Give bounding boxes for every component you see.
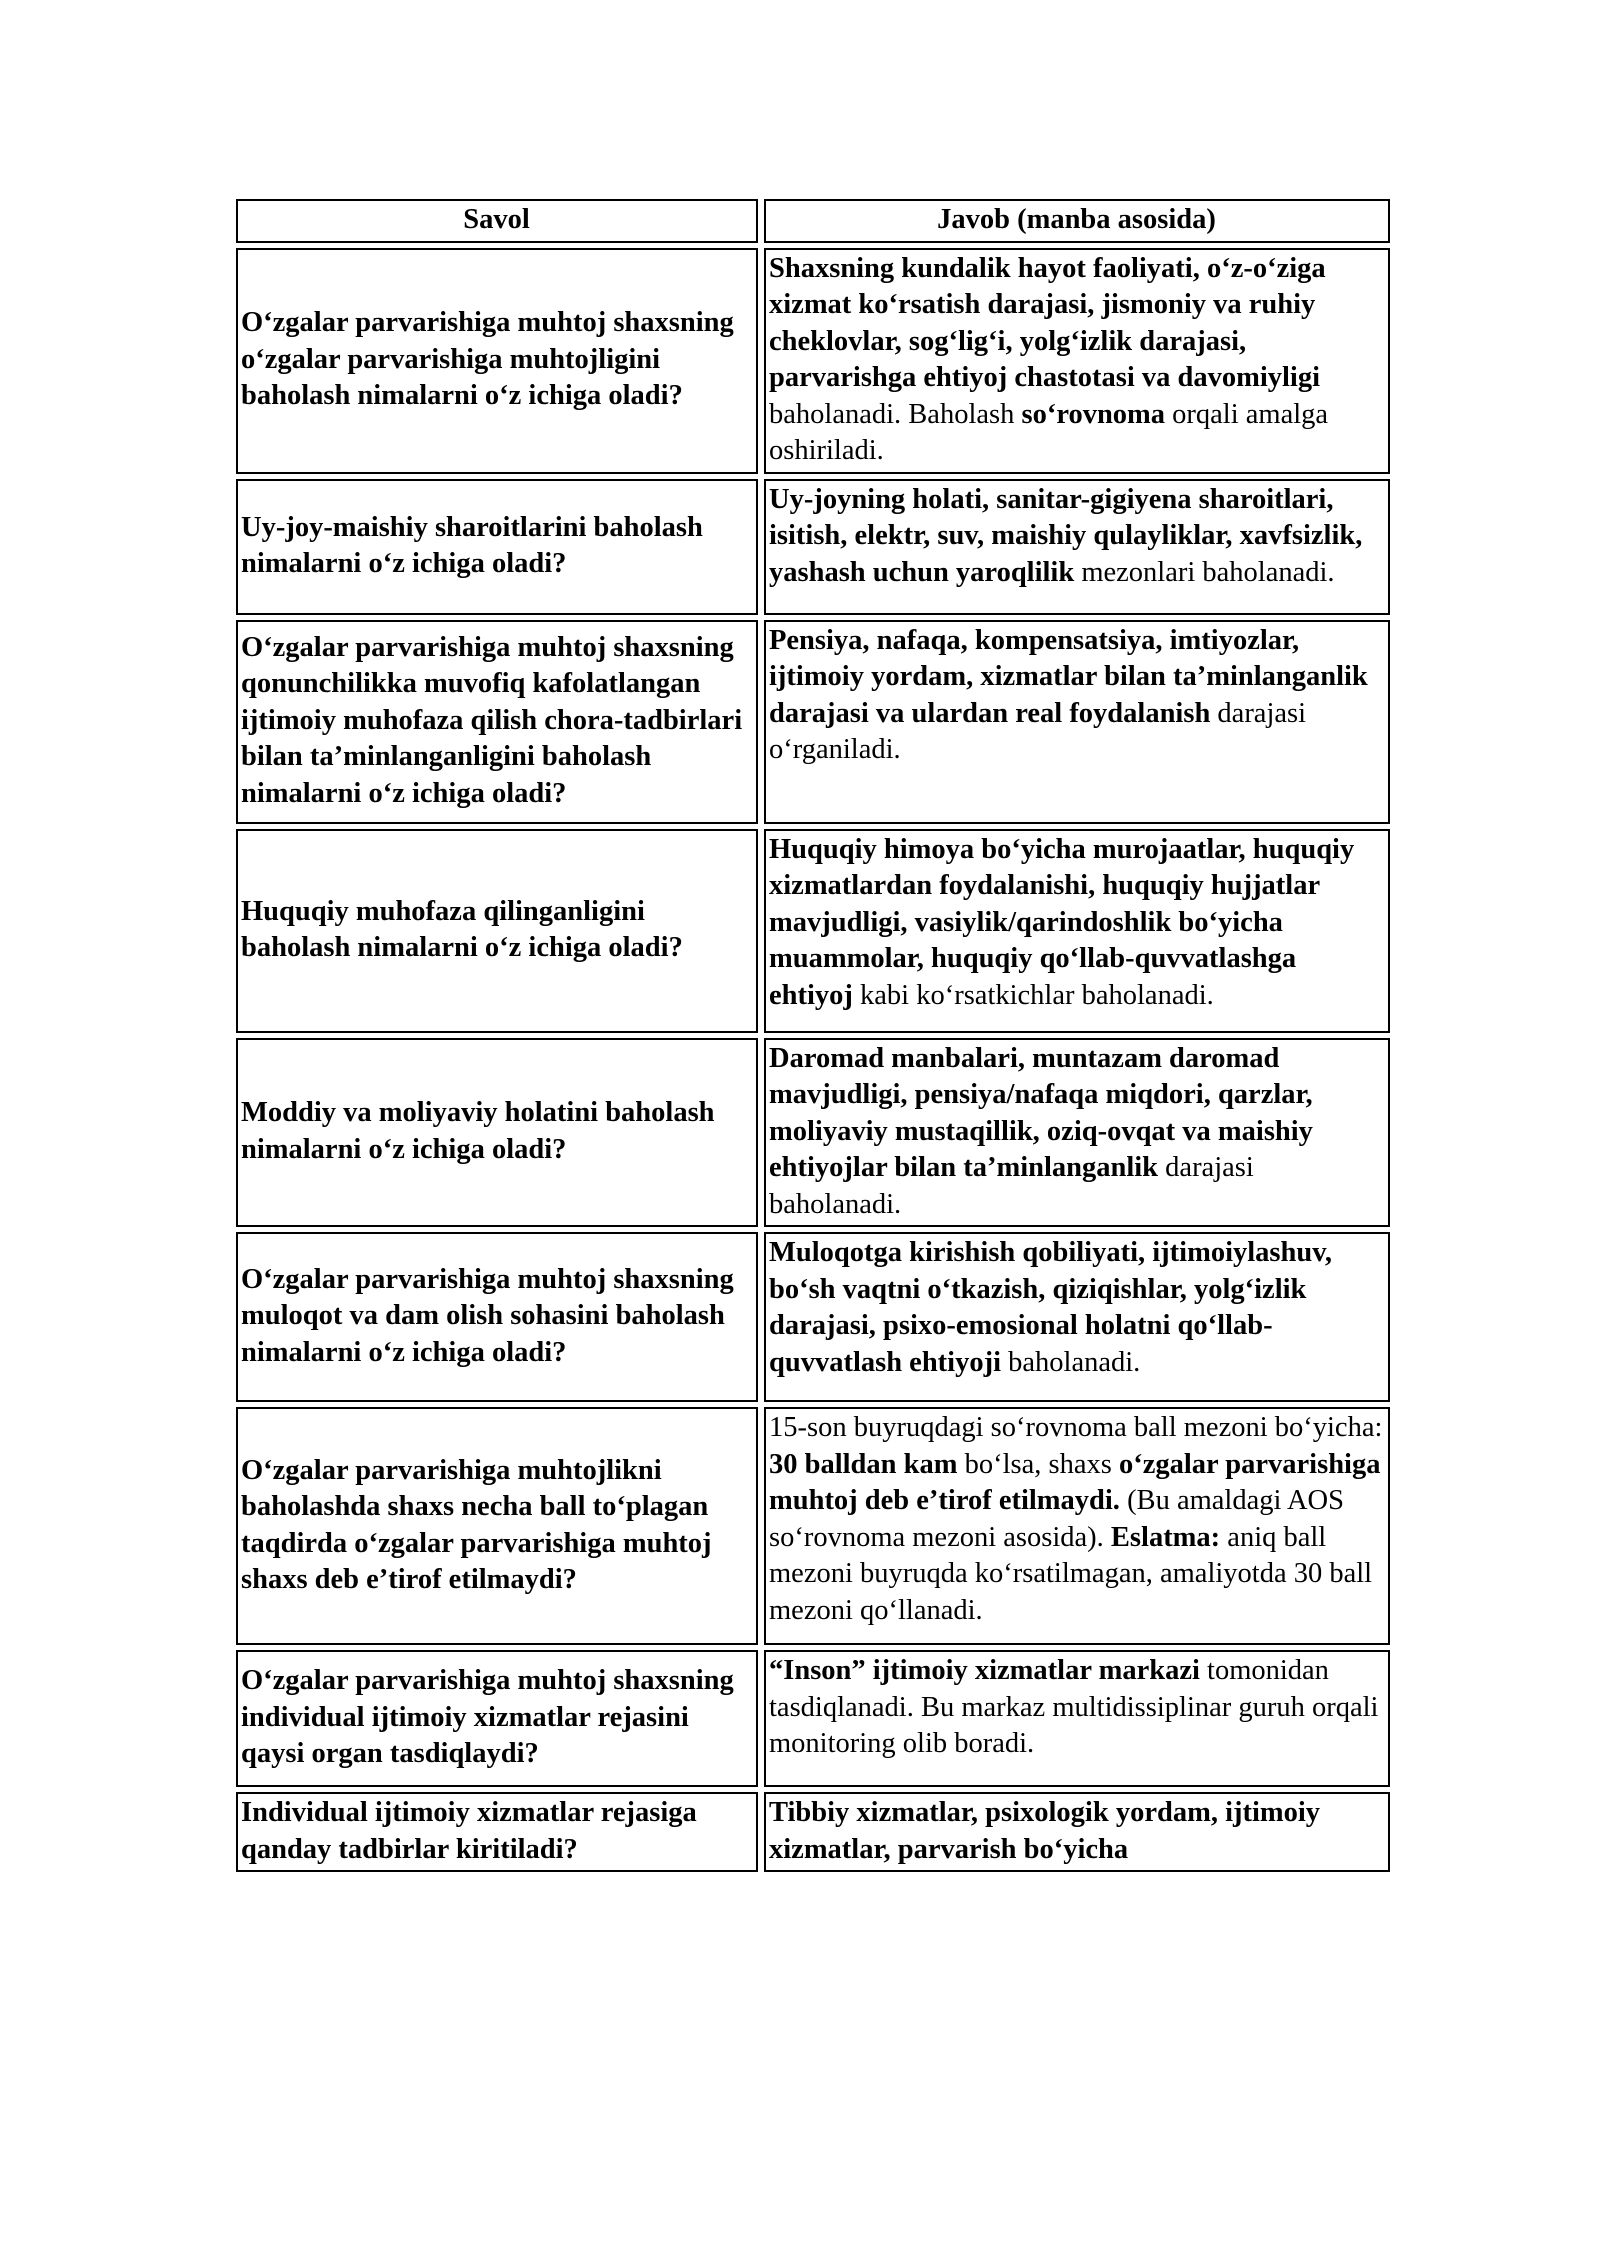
- question-cell: Individual ijtimoiy xizmatlar rejasiga qanday tadbirlar kiritiladi?: [236, 1792, 758, 1872]
- answer-bold-text: o‘zgalar parvarishiga muhtoj deb e’tirof etilmaydi.: [769, 1448, 1381, 1516]
- answer-text: (Bu amaldagi AOS so‘rovnoma mezoni asosida).: [769, 1485, 1344, 1553]
- answer-text: orqali amalga oshiriladi.: [769, 398, 1329, 466]
- answer-cell: [764, 1038, 1390, 1228]
- answer-bold-text: Uy-joyning holati, sanitar-gigiyena sharoitlari, isitish, elektr, suv, maishiy qulayliklar, xavfsizlik, yashash uchun yaroqlilik: [769, 483, 1363, 588]
- question-cell: O‘zgalar parvarishiga muhtoj shaxsning muloqot va dam olish sohasini baholash nimalarni o‘z ichiga oladi?: [236, 1232, 758, 1402]
- question-cell: Moddiy va moliyaviy holatini baholash nimalarni o‘z ichiga oladi?: [236, 1038, 758, 1228]
- question-cell: O‘zgalar parvarishiga muhtojlikni baholashda shaxs necha ball to‘plagan taqdirda o‘zgalar parvarishiga muhtoj shaxs deb e’tirof etilmaydi?: [236, 1407, 758, 1645]
- answer-bold-text: Eslatma:: [1110, 1521, 1221, 1553]
- answer-bold-text: Daromad manbalari, muntazam daromad mavjudligi, pensiya/nafaqa miqdori, qarzlar, moliyaviy mustaqillik, oziq-ovqat va maishiy ehtiyojlar bilan ta’minlanganlik: [769, 1042, 1313, 1183]
- answer-bold-text: “Inson” ijtimoiy xizmatlar markazi: [769, 1655, 1200, 1686]
- table-row: [236, 1232, 1390, 1402]
- answer-bold-text: Tibbiy xizmatlar, psixologik yordam, ijtimoiy xizmatlar, parvarish bo‘yicha: [769, 1797, 1321, 1865]
- header-answer: Javob (manba asosida): [764, 199, 1390, 243]
- question-cell: Huquqiy muhofaza qilinganligini baholash nimalarni o‘z ichiga oladi?: [236, 829, 758, 1033]
- answer-cell: [764, 620, 1390, 824]
- answer-text: darajasi baholanadi.: [769, 1152, 1254, 1220]
- answer-text: aniq ball mezoni buyruqda ko‘rsatilmagan, amaliyotda 30 ball mezoni qo‘llanadi.: [769, 1521, 1373, 1626]
- answer-cell: [764, 1232, 1390, 1402]
- table-row: [236, 1407, 1390, 1645]
- qa-table: [230, 194, 1396, 1877]
- table-row: [236, 248, 1390, 474]
- table-row: [236, 829, 1390, 1033]
- question-cell: Uy-joy-maishiy sharoitlarini baholash nimalarni o‘z ichiga oladi?: [236, 479, 758, 615]
- answer-text: kabi ko‘rsatkichlar baholanadi.: [852, 979, 1214, 1011]
- answer-cell: [764, 479, 1390, 615]
- answer-bold-text: Muloqotga kirishish qobiliyati, ijtimoiylashuv, bo‘sh vaqtni o‘tkazish, qiziqishlar, yolg‘izlik darajasi, psixo-emosional holatni qo‘llab-quvvatlash ehtiyoji: [769, 1237, 1333, 1378]
- table-header-row: [236, 199, 1390, 243]
- question-cell: O‘zgalar parvarishiga muhtoj shaxsning qonunchilikka muvofiq kafolatlangan ijtimoiy muhofaza qilish chora-tadbirlari bilan ta’minlanganligini baholash nimalarni o‘z ichiga oladi?: [236, 620, 758, 824]
- answer-cell: [764, 248, 1390, 474]
- answer-cell: [764, 1407, 1390, 1645]
- answer-text: mezonlari baholanadi.: [1074, 556, 1335, 588]
- table-body: [236, 248, 1390, 1873]
- answer-text: 15-son buyruqdagi so‘rovnoma ball mezoni bo‘yicha:: [769, 1412, 1383, 1443]
- table-row: [236, 620, 1390, 824]
- table-row: [236, 1650, 1390, 1787]
- answer-cell: [764, 1650, 1390, 1787]
- answer-bold-text: so‘rovnoma: [1021, 398, 1166, 430]
- answer-text: darajasi o‘rganiladi.: [769, 697, 1307, 765]
- answer-bold-text: 30 balldan kam: [769, 1448, 958, 1480]
- answer-text: tomonidan tasdiqlanadi. Bu markaz multidissiplinar guruh orqali monitoring olib boradi.: [769, 1655, 1379, 1759]
- question-cell: O‘zgalar parvarishiga muhtoj shaxsning o‘zgalar parvarishiga muhtojligini baholash nimalarni o‘z ichiga oladi?: [236, 248, 758, 474]
- answer-text: bo‘lsa, shaxs: [957, 1448, 1119, 1480]
- table-row: [236, 1038, 1390, 1228]
- table-row: [236, 479, 1390, 615]
- header-question: Savol: [236, 199, 758, 243]
- answer-cell: [764, 829, 1390, 1033]
- question-cell: O‘zgalar parvarishiga muhtoj shaxsning individual ijtimoiy xizmatlar rejasini qaysi organ tasdiqlaydi?: [236, 1650, 758, 1787]
- answer-text: baholanadi. Baholash: [769, 398, 1022, 430]
- answer-text: baholanadi.: [1001, 1346, 1141, 1378]
- answer-cell: [764, 1792, 1390, 1872]
- answer-bold-text: Pensiya, nafaqa, kompensatsiya, imtiyozlar, ijtimoiy yordam, xizmatlar bilan ta’minlanganlik darajasi va ulardan real foydalanish: [769, 624, 1368, 729]
- answer-bold-text: Huquqiy himoya bo‘yicha murojaatlar, huquqiy xizmatlardan foydalanishi, huquqiy hujjatlar mavjudligi, vasiylik/qarindoshlik bo‘yicha muammolar, huquqiy qo‘llab-quvvatlashga ehtiyoj: [769, 833, 1355, 1011]
- table-row: [236, 1792, 1390, 1872]
- answer-bold-text: Shaxsning kundalik hayot faoliyati, o‘z-o‘ziga xizmat ko‘rsatish darajasi, jismoniy va ruhiy cheklovlar, sog‘lig‘i, yolg‘izlik darajasi, parvarishga ehtiyoj chastotasi va davomiyligi: [769, 252, 1326, 393]
